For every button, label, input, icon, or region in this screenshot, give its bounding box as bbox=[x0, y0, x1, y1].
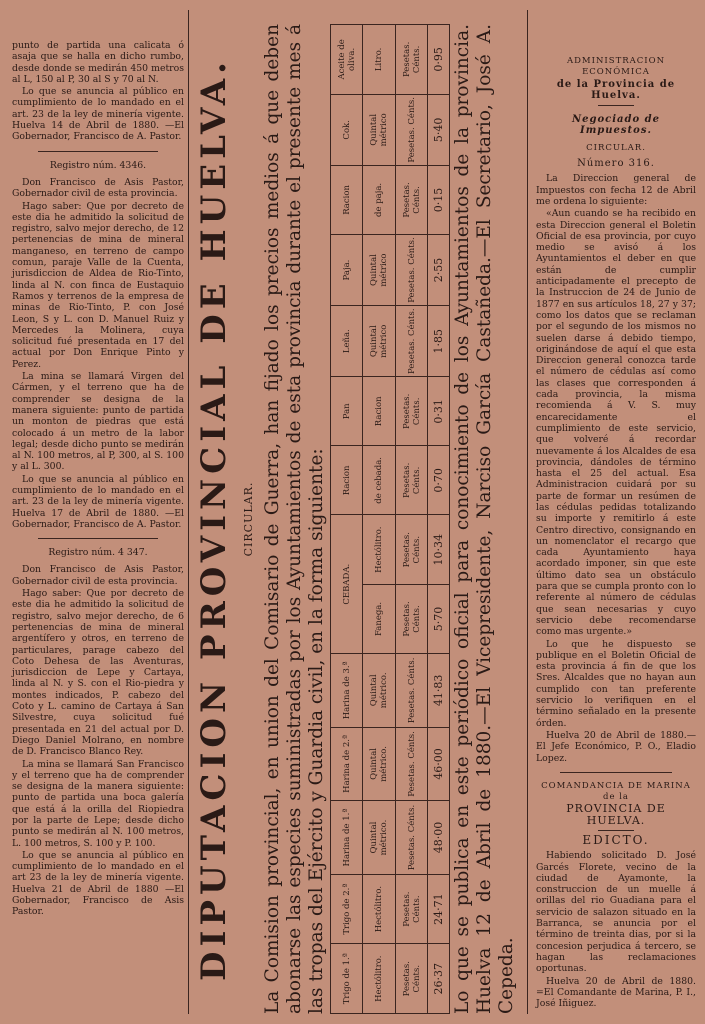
circular-number: Número 316. bbox=[577, 158, 655, 170]
right-column bbox=[536, 56, 696, 1010]
registro-paragraph: Don Francisco de Asis Pastor, Gobernador civil de esta provincia. bbox=[12, 564, 184, 587]
table-header: Harina de 3.ª bbox=[331, 654, 363, 728]
subheader-cell: Pesetas. Cénts. bbox=[395, 515, 427, 585]
column-rule bbox=[527, 10, 528, 1014]
marina-paragraph: Habiendo solicitado D. José Garcés Florete, vecino de la ciudad de Ayamonte, la construccion de un muelle á orillas del rio Guadiana para el servicio de salazon situado en la Barranca, se anuncia por el término de treinta dias, por si la concesion perjudica á tercero, se hagan las reclamaciones oportunas. bbox=[536, 850, 696, 975]
price-cell: 46·00 bbox=[428, 727, 450, 801]
price-cell: 0·31 bbox=[428, 377, 450, 446]
table-header: CEBADA. bbox=[331, 515, 363, 654]
unit-cell: Hectólitro. bbox=[363, 874, 395, 944]
unit-cell: Hectólitro. bbox=[363, 944, 395, 1014]
table-header: Aceite de oliva. bbox=[331, 25, 363, 95]
price-cell: 2·55 bbox=[428, 234, 450, 305]
unit-cell: Quintal métrico bbox=[363, 94, 395, 165]
marina-paragraph: Huelva 20 de Abril de 1880. =El Comandante de Marina, P. I., José Iñiguez. bbox=[536, 975, 696, 1010]
left-column bbox=[12, 40, 184, 919]
registro-heading: Registro núm. 4346. bbox=[49, 159, 147, 171]
section-heading: Negociado de Impuestos. bbox=[571, 114, 661, 137]
registro-paragraph: La mina se llamará San Francisco y el terreno que ha de comprender se designa de la manera siguiente: punto de partida una boca galería que está á la orilla del Riopiedra por la parte de Lepe; desde dicho punto se medirán al N. 100 metros, L. 100 metros, S. 100 y P. 100. bbox=[12, 758, 184, 849]
diputacion-notice bbox=[190, 14, 525, 1024]
unit-cell: Hectólitro. bbox=[363, 515, 395, 585]
table-header: Racion bbox=[331, 446, 363, 515]
admin-paragraph: «Aun cuando se ha recibido en esta Direccion general el Boletin Oficial de esa provincia, por cuyo medio se avisó á los Ayuntamientos el deber en que están de cumplir anticipadamente el precepto de la Instruccion de 24 de Junio de 1877 en sus artículos 18, 27 y 37; como los datos que se reclaman por el segundo de los mismos no suelen darse á debido tiempo, originándose de aquí el que esta Direccion general conozca tarde el número de cédulas así como las clases que corresponden á cada provincia, la misma recomienda á V. S. muy encarecidamente el cumplimiento de este servicio, que volveré á recordar nuevamente á los Alcaldes de esa provincia, dándoles de término hasta el 25 del actual. Esa Administracion cuidará por su parte de formar un resúmen de las cédulas pedidas totalizando su importe y remitirlo á este Centro directivo, consignando en un nomenclator el recargo que cada Ayuntamiento haya acordado imponer, sin que este último dato sea un obstáculo para que se cumpla pronto con lo referente al número de cédulas que sean necesarias y cuyo servicio debe recomendarse como mas urgente.» bbox=[536, 208, 696, 638]
subheader-cell: Pesetas. Cénts. bbox=[395, 801, 427, 875]
subheader-cell: Pesetas. Cénts. bbox=[395, 874, 427, 944]
table-header: Paja. bbox=[331, 234, 363, 305]
divider bbox=[560, 772, 672, 773]
edicto-heading: EDICTO. bbox=[582, 833, 650, 847]
registro-paragraph: Lo que se anuncia al público en cumplimiento de lo mandado en el art 23 de la ley de minería vigente. Huelva 21 de Abril de 1880 —El Gobernador, Francisco de Asis Pastor. bbox=[12, 849, 184, 918]
unit-cell: de paja. bbox=[363, 165, 395, 234]
price-cell: 10·34 bbox=[428, 515, 450, 585]
table-header: Racion bbox=[331, 165, 363, 234]
prices-table bbox=[330, 24, 450, 1014]
subheader-cell: Pesetas. Cénts. bbox=[395, 25, 427, 95]
unit-cell: Quintal métrico bbox=[363, 234, 395, 305]
column-rule bbox=[188, 10, 189, 1014]
subheader-cell: Pesetas. Cénts. bbox=[395, 234, 427, 305]
admin-paragraph: Huelva 20 de Abril de 1880.— El Jefe Económico, P. O., Eladio Lopez. bbox=[536, 729, 696, 764]
table-row bbox=[363, 25, 395, 1014]
subheader-cell: Pesetas. Cénts. bbox=[395, 944, 427, 1014]
subheader-cell: Pesetas. Cénts. bbox=[395, 165, 427, 234]
table-header: Leña. bbox=[331, 306, 363, 377]
table-header: Cok. bbox=[331, 94, 363, 165]
table-row bbox=[395, 25, 427, 1014]
subheader-cell: Pesetas. Cénts. bbox=[395, 654, 427, 728]
divider bbox=[38, 151, 158, 152]
divider bbox=[38, 538, 158, 539]
table-header: Harina de 1.ª bbox=[331, 801, 363, 875]
unit-cell: de cebada. bbox=[363, 446, 395, 515]
subheader-cell: Pesetas. Cénts. bbox=[395, 446, 427, 515]
notice-subtitle: CIRCULAR. bbox=[242, 481, 255, 557]
price-cell: 0·95 bbox=[428, 25, 450, 95]
notice-title: DIPUTACION PROVINCIAL DE HUELVA. bbox=[194, 57, 234, 981]
price-cell: 48·00 bbox=[428, 801, 450, 875]
table-header: Pan bbox=[331, 377, 363, 446]
subheader-cell: Pesetas. Cénts. bbox=[395, 94, 427, 165]
admin-paragraph: Lo que he dispuesto se publique en el Boletin Oficial de esta provincia á fin de que los Sres. Alcaldes que no hayan aun cumplido con tan preferente servicio lo verifiquen en el término señalado en la presente órden. bbox=[536, 638, 696, 729]
admin-heading: ADMINISTRACION ECONÓMICA bbox=[566, 56, 666, 78]
circular-heading: CIRCULAR. bbox=[586, 142, 646, 153]
table-row bbox=[331, 25, 363, 1014]
price-cell: 0·70 bbox=[428, 446, 450, 515]
table-header: Trigo de 1.ª bbox=[331, 944, 363, 1014]
fragment-paragraph: Lo que se anuncia al público en cumplimiento de lo mandado en el art. 23 de la ley de minería vigente. Huelva 14 de Abril de 1880. —El Gobernador, Francisco de A. Pastor. bbox=[12, 86, 184, 143]
marina-heading: PROVINCIA DE HUELVA. bbox=[566, 802, 666, 827]
divider bbox=[598, 830, 634, 831]
notice-intro: La Comision provincial, en union del Comisario de Guerra, han fijado los precios medios á que deben abonarse las especies suministradas por los Ayuntamientos de esta provincia durante el presente mes á las tropas del Ejército y Guardia civil, en la forma siguiente: bbox=[262, 24, 327, 1014]
subheader-cell: Pesetas. Cénts. bbox=[395, 727, 427, 801]
price-cell: 5·70 bbox=[428, 584, 450, 653]
unit-cell: Litro. bbox=[363, 25, 395, 95]
fragment-paragraph: punto de partida una calicata ó asaja que se halla en dicho rumbo, desde donde se medirán 450 metros al L, 150 al P, 30 al S y 70 al N. bbox=[12, 40, 184, 85]
table-row bbox=[428, 25, 450, 1014]
unit-cell: Quintal métrico. bbox=[363, 727, 395, 801]
unit-cell: Quintal métrico. bbox=[363, 801, 395, 875]
divider bbox=[598, 105, 634, 106]
marina-heading: COMANDANCIA DE MARINA bbox=[541, 780, 691, 791]
table-header: Trigo de 2.ª bbox=[331, 874, 363, 944]
registro-paragraph: Hago saber: Que por decreto de este dia he admitido la solicitud de registro, salvo mejor derecho, de 6 pertenencias de mina de mineral argentífero y otros, en terreno de particulares, parage cabezo del Coto Dehesa de las Aventuras, jurisdiccion de Lepe y Cartaya, linda al N. y S. con el Rio-piedra y montes indicados, P. cabezo del Coto y L. camino de Cartaya á San Silvestre, cuya solicitud fué presentada en 21 del actual por D. Diego Daniel Molrano, en nombre de D. Francisco Blanco Rey. bbox=[12, 588, 184, 758]
notice-outro: Lo que se publica en este periódico oficial para conocimiento de los Ayuntamientos de la provincia. Huelva 12 de Abril de 1880.—El Vicepresidente, Narciso García Castañeda.—El Secretario, José A. Cepeda. bbox=[452, 24, 517, 1014]
admin-paragraph: La Direccion general de Impuestos con fecha 12 de Abril me ordena lo siguiente: bbox=[536, 173, 696, 207]
registro-paragraph: Lo que se anuncia al público en cumplimiento de lo mandado en el art. 23 de la ley de minería vigente. Huelva 17 de Abril de 1880. —El Gobernador, Francisco de A. Pastor. bbox=[12, 473, 184, 530]
price-cell: 1·85 bbox=[428, 306, 450, 377]
marina-heading: de la bbox=[603, 792, 629, 803]
subheader-cell: Pesetas. Cénts. bbox=[395, 584, 427, 653]
subheader-cell: Pesetas. Cénts. bbox=[395, 377, 427, 446]
admin-subheading: de la Provincia de Huelva. bbox=[556, 78, 676, 101]
registro-paragraph: Don Francisco de Asis Pastor, Gobernador civil de esta provincia. bbox=[12, 176, 184, 200]
unit-cell: Quintal métrico. bbox=[363, 654, 395, 728]
registro-paragraph: Hago saber: Que por decreto de este dia he admitido la solicitud de registro, salvo mejor derecho, de 12 pertenencias de mina de mineral manganeso, en terreno de campo comun, paraje Valle de la Cuenta, jurisdiccion de Aldea de Rio-Tinto, linda al N. con finca de Eustaquio Ramos y terrenos de la empresa de minas de Rio-Tinto, P. con José Leon, S y L. con D. Manuel Ruiz y Mercedes la Molinera, cuya solicitud fué presentada en 17 del actual por Don Enrique Pinto y Perez. bbox=[12, 200, 184, 370]
table-header: Harina de 2.ª bbox=[331, 727, 363, 801]
unit-cell: Quintal métrico bbox=[363, 306, 395, 377]
price-cell: 41·83 bbox=[428, 654, 450, 728]
registro-heading: Registro núm. 4 347. bbox=[48, 547, 148, 559]
price-cell: 24·71 bbox=[428, 874, 450, 944]
price-cell: 5·40 bbox=[428, 94, 450, 165]
unit-cell: Racion bbox=[363, 377, 395, 446]
price-cell: 26·37 bbox=[428, 944, 450, 1014]
price-cell: 0·15 bbox=[428, 165, 450, 234]
unit-cell: Fanega. bbox=[363, 584, 395, 653]
subheader-cell: Pesetas. Cénts. bbox=[395, 306, 427, 377]
registro-paragraph: La mina se llamará Virgen del Cármen, y el terreno que ha de comprender se designa de la manera siguiente: punto de partida un monton de piedras que está colocado á un metro de la labor legal; desde dicho punto se medirán al N. 100 metros, al P, 300, al S. 100 y al L. 300. bbox=[12, 371, 184, 473]
